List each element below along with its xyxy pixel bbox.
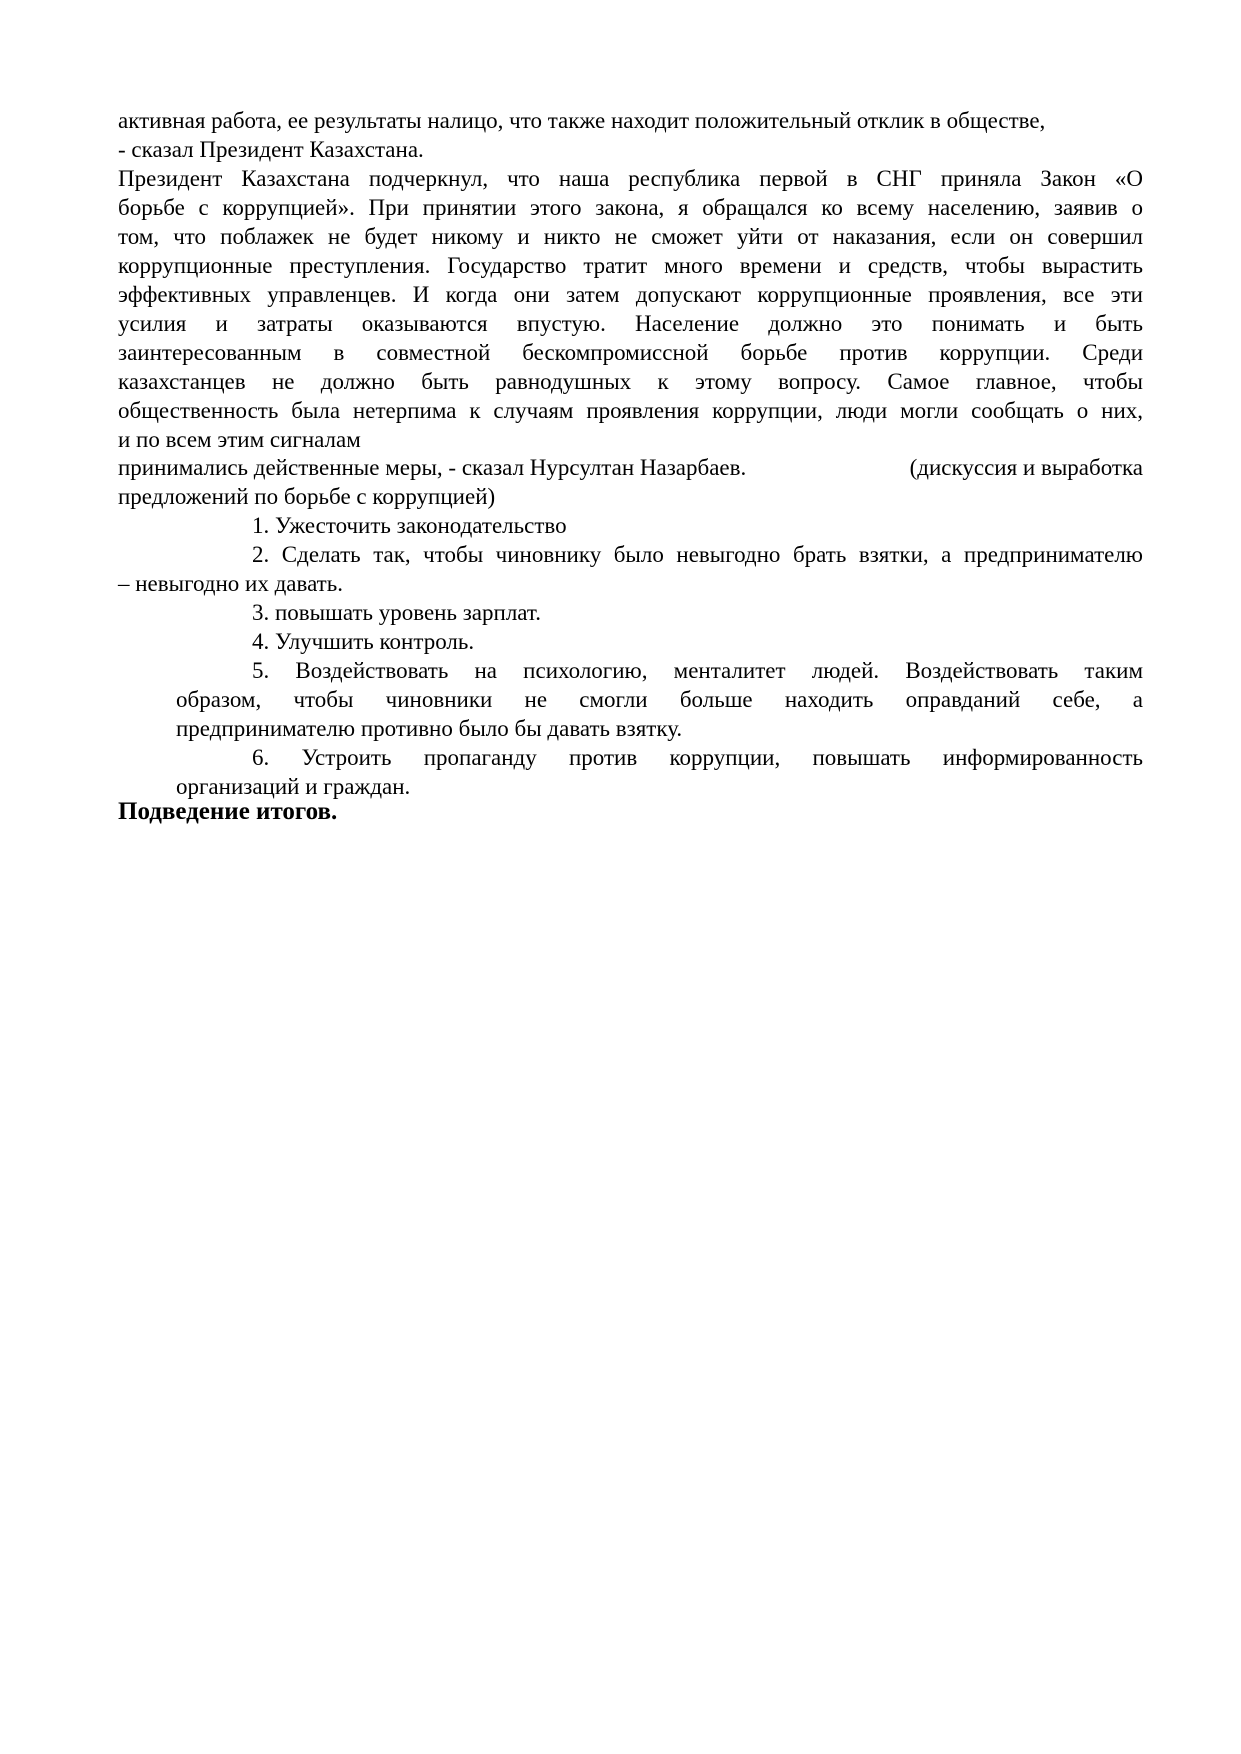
list-item-2-line-1: 2. Сделать так, чтобы чиновнику было невыгодно брать взятки, а предпринимателю: [252, 542, 1143, 567]
list-item: [118, 511, 1143, 540]
discussion-note-continued: предложений по борьбе с коррупцией): [118, 484, 496, 509]
paragraph-line: заинтересованным в совместной бескомпромиссной борьбе против коррупции. Среди: [118, 340, 1143, 365]
discussion-note: (дискуссия и выработка: [909, 455, 1143, 480]
intro-paragraph: [118, 106, 1143, 164]
list-item-6-line-2: организаций и граждан.: [176, 774, 411, 799]
list-item-6-line-1: 6. Устроить пропаганду против коррупции, повышать информированность: [252, 745, 1143, 770]
list-item-5-line-2: образом, чтобы чиновники не смогли больше находить оправданий себе, а: [176, 687, 1143, 712]
paragraph-line: и по всем этим сигналам: [118, 427, 361, 452]
list-item-1: 1. Ужесточить законодательство: [252, 513, 567, 538]
closing-paragraph: [118, 453, 1143, 511]
paragraph-line: коррупционные преступления. Государство тратит много времени и средств, чтобы вырастить: [118, 253, 1143, 278]
list-item: [118, 540, 1143, 598]
list-item: [118, 598, 1143, 627]
paragraph-line: Президент Казахстана подчеркнул, что наша республика первой в СНГ приняла Закон «О: [118, 166, 1143, 191]
intro-line-1: активная работа, ее результаты налицо, что также находит положительный отклик в обществе,: [118, 108, 1046, 133]
list-item-5-line-3: предпринимателю противно было бы давать взятку.: [176, 716, 683, 741]
summary-heading: Подведение итогов.: [118, 798, 338, 825]
paragraph-line: том, что поблажек не будет никому и никто не сможет уйти от наказания, если он совершил: [118, 224, 1143, 249]
closing-line-1: [118, 453, 1143, 482]
list-item-4: 4. Улучшить контроль.: [252, 629, 475, 654]
list-item: [176, 656, 1143, 743]
paragraph-line: эффективных управленцев. И когда они затем допускают коррупционные проявления, все эти: [118, 282, 1143, 307]
paragraph-line: усилия и затраты оказываются впустую. Население должно это понимать и быть: [118, 311, 1143, 336]
intro-line-2: - сказал Президент Казахстана.: [118, 137, 424, 162]
paragraph-line: общественность была нетерпима к случаям проявления коррупции, люди могли сообщать о них,: [118, 398, 1143, 423]
list-item-3: 3. повышать уровень зарплат.: [252, 600, 541, 625]
list-item: [118, 627, 1143, 656]
list-item-2-line-2: – невыгодно их давать.: [118, 571, 343, 596]
list-item-5-line-1: 5. Воздействовать на психологию, менталитет людей. Воздействовать таким: [252, 658, 1143, 683]
paragraph-line: борьбе с коррупцией». При принятии этого закона, я обращался ко всему населению, заявив о: [118, 195, 1143, 220]
list-item: [176, 743, 1143, 801]
president-paragraph: [118, 164, 1143, 454]
closing-quote: принимались действенные меры, - сказал Нурсултан Назарбаев.: [118, 455, 747, 480]
paragraph-line: казахстанцев не должно быть равнодушных к этому вопросу. Самое главное, чтобы: [118, 369, 1143, 394]
